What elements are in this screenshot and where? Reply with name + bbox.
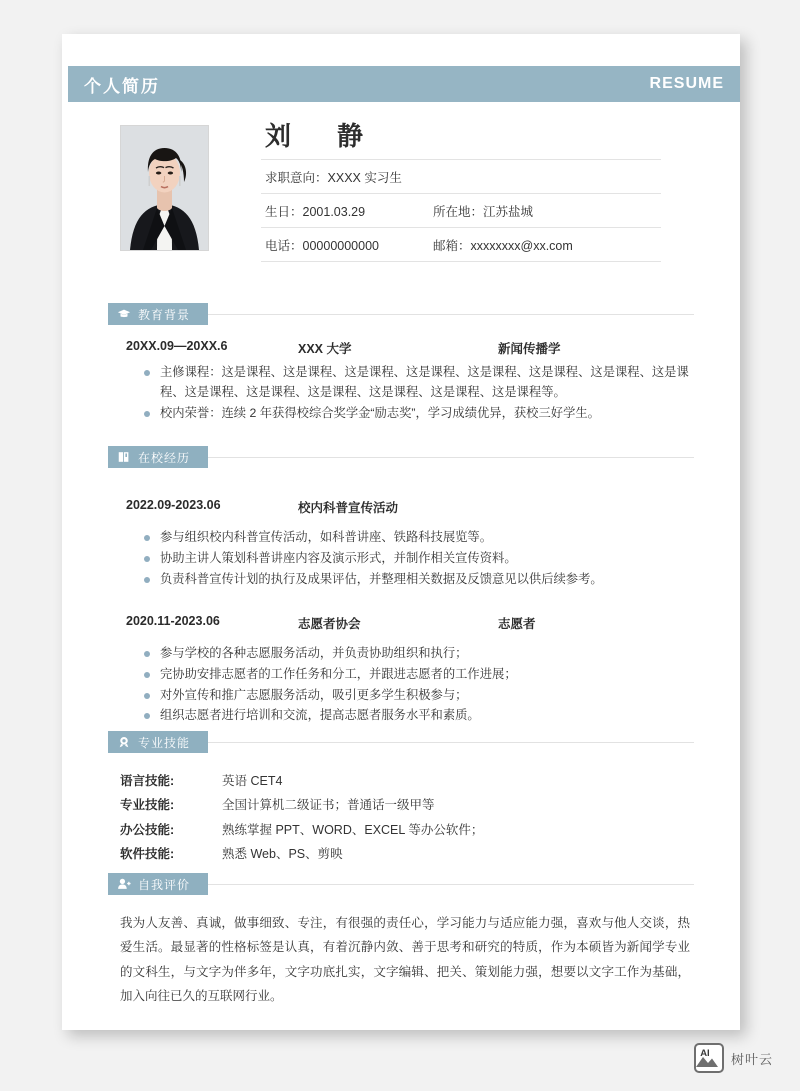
- job-objective-value: XXXX 实习生: [327, 170, 402, 185]
- skill-value: 英语 CET4: [222, 774, 283, 788]
- education-entry-head: [108, 337, 694, 360]
- svg-text:AI: AI: [700, 1048, 710, 1059]
- skill-row: [108, 793, 694, 817]
- education-major: 新闻传播学: [498, 342, 561, 356]
- skill-row: [108, 769, 694, 793]
- experience-entry-head: [108, 496, 694, 519]
- list-item: 参与学校的各种志愿服务活动，并负责协助组织和执行；: [144, 644, 694, 664]
- resume-title-bar: [68, 66, 740, 102]
- resume-wordmark: RESUME: [649, 75, 724, 92]
- experience-entry-1: [108, 496, 694, 590]
- page-title: 个人简历: [84, 76, 160, 96]
- profile-header: [62, 120, 740, 262]
- section-header-skills: [108, 731, 694, 753]
- skill-key: 软件技能:: [120, 847, 175, 862]
- watermark: [694, 1043, 773, 1073]
- skill-key: 办公技能:: [120, 822, 175, 837]
- section-label-experience: 在校经历: [138, 450, 191, 465]
- experience-entry-2: [108, 612, 694, 727]
- ai-image-glyph: [696, 1045, 718, 1067]
- experience-org: 校内科普宣传活动: [298, 501, 399, 515]
- section-divider: [208, 742, 694, 743]
- job-objective-label: 求职意向：: [265, 170, 328, 185]
- education-date: 20XX.09—20XX.6: [126, 339, 228, 353]
- section-experience: [62, 446, 740, 727]
- phone-label: 电话：: [265, 238, 303, 253]
- profile-detail-rows: [261, 159, 661, 262]
- experience-date: 2020.11-2023.06: [126, 613, 220, 628]
- birthday-cell: [265, 202, 433, 220]
- education-school: XXX 大学: [298, 342, 352, 356]
- location-cell: [433, 202, 661, 220]
- section-body-skills: [108, 769, 694, 867]
- location-label: 所在地：: [433, 204, 484, 219]
- experience-role: 志愿者: [498, 616, 536, 631]
- resume-page: [62, 34, 740, 1030]
- list-item: 对外宣传和推广志愿服务活动，吸引更多学生积极参与；: [144, 686, 694, 706]
- skill-key: 专业技能:: [120, 798, 175, 813]
- section-label-summary: 自我评价: [138, 877, 191, 892]
- list-item: 完协助安排志愿者的工作任务和分工，并跟进志愿者的工作进展；: [144, 665, 694, 685]
- section-divider: [208, 314, 694, 315]
- section-skills: [62, 731, 740, 867]
- section-header-summary: [108, 873, 694, 895]
- skill-value: 熟悉 Web、PS、剪映: [222, 847, 343, 862]
- skill-key: 语言技能:: [120, 774, 175, 788]
- section-body-summary: [108, 911, 694, 1009]
- skill-value: 全国计算机二级证书；普通话一级甲等: [222, 798, 435, 813]
- profile-info: [261, 120, 661, 262]
- section-summary: [62, 873, 740, 1009]
- education-bullets: [108, 363, 694, 424]
- list-item: 参与组织校内科普宣传活动，如科普讲座、铁路科技展览等。: [144, 528, 694, 548]
- section-body-education: [108, 337, 694, 424]
- list-item: 组织志愿者进行培训和交流，提高志愿者服务水平和素质。: [144, 706, 694, 726]
- avatar: [120, 125, 209, 251]
- experience-entry-head: [108, 612, 694, 635]
- birthday-value: 2001.03.29: [302, 204, 366, 219]
- summary-text: 我为人友善、真诚，做事细致、专注，有很强的责任心，学习能力与适应能力强，喜欢与他人交谈，热爱生活。最显著的性格标签是认真，有着沉静内敛、善于思考和研究的特质，作为本硕皆为新闻学专业的文科生，与文字为伴多年，文字功底扎实，文字编辑、把关、策划能力强，想要以文字工作为基础，加入向往已久的互联网行业。: [120, 916, 690, 1004]
- section-divider: [208, 884, 694, 885]
- skill-row: [108, 818, 694, 842]
- list-item: 主修课程：这是课程、这是课程、这是课程、这是课程、这是课程、这是课程、这是课程、这是课程、这是课程、这是课程、这是课程、这是课程、这是课程、这是课程等。: [144, 363, 694, 403]
- section-education: [62, 303, 740, 425]
- section-tag-summary: [108, 873, 208, 895]
- list-item: 校内荣誉：连续 2 年获得校综合奖学金“励志奖”，学习成绩优异，获校三好学生。: [144, 404, 694, 424]
- section-label-education: 教育背景: [138, 307, 191, 322]
- watermark-text: 树叶云: [731, 1051, 774, 1067]
- experience-org: 志愿者协会: [298, 616, 361, 631]
- graduation-cap-icon: [117, 307, 131, 321]
- experience-bullets-2: [108, 644, 694, 727]
- book-icon: [117, 450, 131, 464]
- medal-icon: [117, 735, 131, 749]
- section-tag-skills: [108, 731, 208, 753]
- skill-row: [108, 842, 694, 866]
- candidate-name: 刘 静: [265, 121, 374, 151]
- birthday-location-row: [261, 193, 661, 227]
- portrait-photo: [121, 126, 208, 250]
- location-value: 江苏盐城: [483, 204, 534, 219]
- skill-value: 熟练掌握 PPT、WORD、EXCEL 等办公软件；: [222, 822, 484, 837]
- ai-image-icon: [694, 1043, 724, 1073]
- section-header-experience: [108, 446, 694, 468]
- user-plus-icon: [117, 877, 131, 891]
- section-label-skills: 专业技能: [138, 735, 191, 750]
- email-label: 邮箱：: [433, 238, 471, 253]
- phone-cell: [265, 236, 433, 254]
- phone-email-row: [261, 227, 661, 261]
- section-header-education: [108, 303, 694, 325]
- email-value: xxxxxxxx@xx.com: [470, 238, 573, 253]
- experience-date: 2022.09-2023.06: [126, 498, 221, 512]
- phone-value: 00000000000: [302, 238, 379, 253]
- experience-bullets-1: [108, 528, 694, 590]
- section-divider: [208, 457, 694, 458]
- job-objective-row: [261, 159, 661, 193]
- experience-role: [498, 498, 694, 516]
- list-item: 负责科普宣传计划的执行及成果评估，并整理相关数据及反馈意见以供后续参考。: [144, 570, 694, 590]
- section-tag-experience: [108, 446, 208, 468]
- section-tag-education: [108, 303, 208, 325]
- list-item: 协助主讲人策划科普讲座内容及演示形式，并制作相关宣传资料。: [144, 549, 694, 569]
- birthday-label: 生日：: [265, 204, 303, 219]
- email-cell: [433, 236, 661, 254]
